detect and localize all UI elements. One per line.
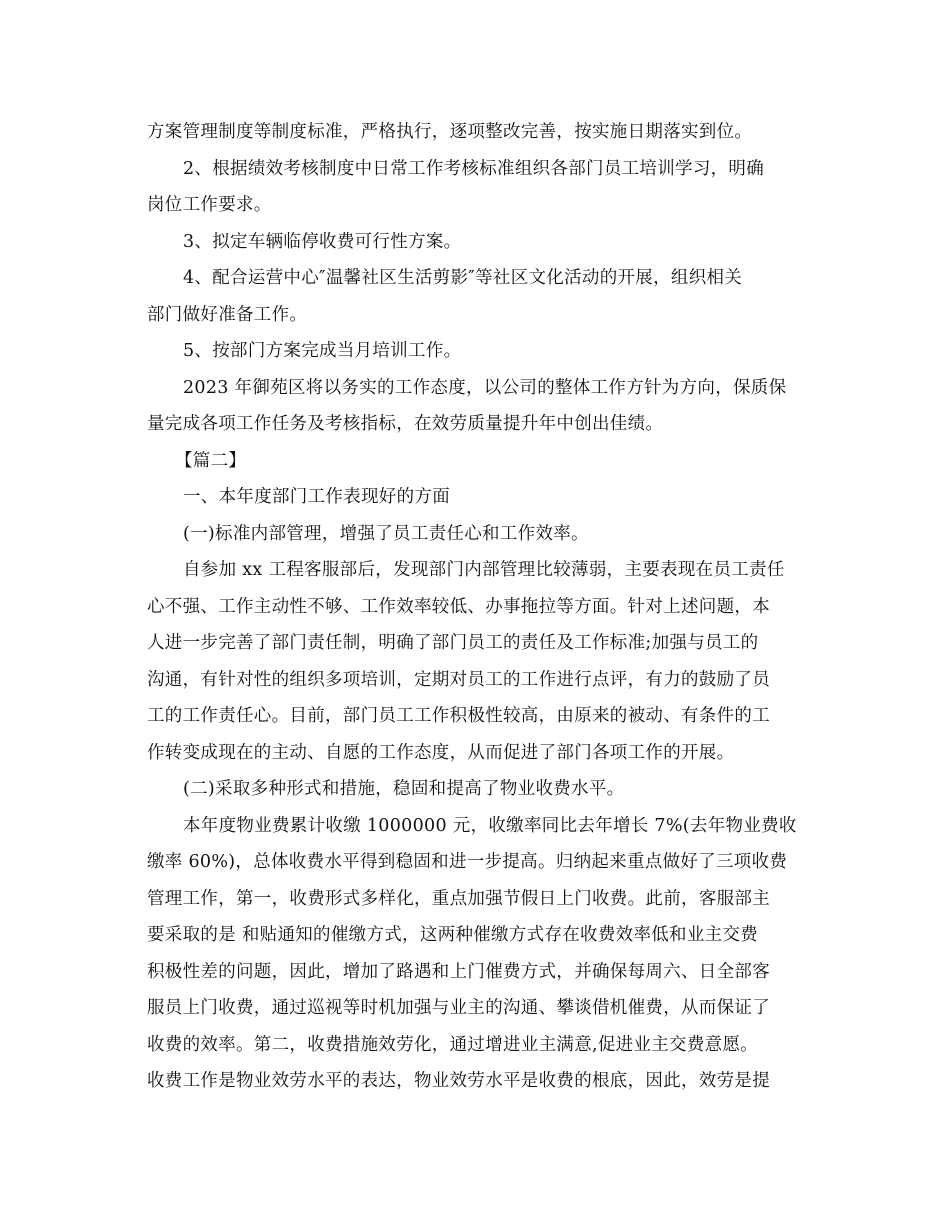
text-line: 要采取的是 和贴通知的催缴方式，这两种催缴方式存在收费效率低和业主交费 bbox=[147, 925, 759, 945]
text-line: (一)标准内部管理，增强了员工责任心和工作效率。 bbox=[183, 523, 589, 544]
text-line: 沟通，有针对性的组织多项培训，定期对员工的工作进行点评，有力的鼓励了员 bbox=[147, 669, 770, 690]
text-line: 心不强、工作主动性不够、工作效率较低、办事拖拉等方面。针对上述问题，本 bbox=[147, 596, 770, 617]
text-line: 管理工作，第一，收费形式多样化，重点加强节假日上门收费。此前，客服部主 bbox=[147, 888, 770, 909]
text-line: 方案管理制度等制度标准，严格执行，逐项整改完善，按实施日期落实到位。 bbox=[147, 122, 753, 142]
text-line: 积极性差的问题，因此，增加了路遇和上门催费方式，并确保每周六、日全部客 bbox=[147, 961, 770, 982]
text-line: 5、按部门方案完成当月培训工作。 bbox=[183, 341, 462, 361]
text-line: 2、根据绩效考核制度中日常工作考核标准组织各部门员工培训学习，明确 bbox=[183, 158, 765, 179]
text-line: 服员上门收费，通过巡视等时机加强与业主的沟通、攀谈借机催费，从而保证了 bbox=[147, 998, 770, 1018]
text-line: 部门做好准备工作。 bbox=[147, 304, 308, 325]
text-line: 收费工作是物业效劳水平的表达，物业效劳水平是收费的根底，因此，效劳是提 bbox=[147, 1071, 770, 1091]
text-line: 一、本年度部门工作表现好的方面 bbox=[183, 487, 450, 507]
text-line: 2023 年御苑区将以务实的工作态度，以公司的整体工作方针为方向，保质保 bbox=[183, 377, 787, 398]
text-line: 4、配合运营中心″温馨社区生活剪影″等社区文化活动的开展，组织相关 bbox=[183, 268, 743, 288]
text-line: 工的工作责任心。目前，部门员工工作积极性较高，由原来的被动、有条件的工 bbox=[147, 706, 770, 726]
text-line: 岗位工作要求。 bbox=[147, 195, 272, 215]
document-body bbox=[147, 114, 807, 1100]
text-line: 量完成各项工作任务及考核指标，在效劳质量提升年中创出佳绩。 bbox=[147, 414, 664, 434]
text-line: 作转变成现在的主动、自愿的工作态度，从而促进了部门各项工作的开展。 bbox=[147, 742, 735, 763]
section-heading: 【篇二】 bbox=[175, 450, 247, 471]
text-line: 本年度物业费累计收缴 1000000 元，收缴率同比去年增长 7%(去年物业费收 bbox=[183, 815, 797, 836]
text-line: 收费的效率。第二，收费措施效劳化，通过增进业主满意,促进业主交费意愿。 bbox=[147, 1034, 759, 1055]
text-line: 3、拟定车辆临停收费可行性方案。 bbox=[183, 231, 462, 252]
text-line: 缴率 60%)，总体收费水平得到稳固和进一步提高。归纳起来重点做好了三项收费 bbox=[147, 852, 788, 872]
text-line: (二)采取多种形式和措施，稳固和提高了物业收费水平。 bbox=[183, 779, 625, 799]
text-line: 自参加 xx 工程客服部后，发现部门内部管理比较薄弱，主要表现在员工责任 bbox=[183, 560, 785, 580]
text-line: 人进一步完善了部门责任制，明确了部门员工的责任及工作标准;加强与员工的 bbox=[147, 633, 759, 653]
